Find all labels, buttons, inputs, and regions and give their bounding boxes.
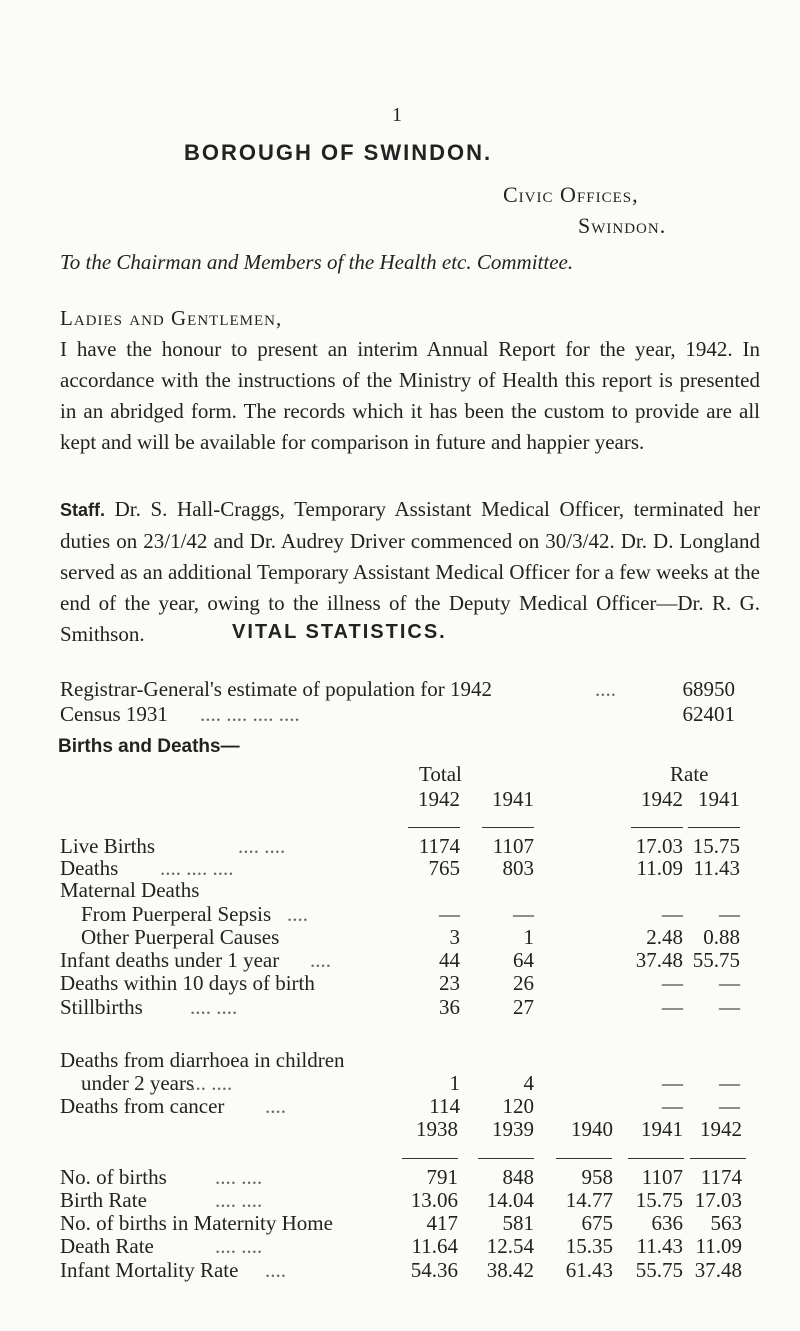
table-cell: 15.35 xyxy=(565,1234,613,1258)
yearly-row-label: No. of births in Maternity Home xyxy=(60,1211,333,1235)
year-rule xyxy=(556,1158,612,1159)
row-label: Infant deaths under 1 year xyxy=(60,948,280,972)
col-header-rate-1942: 1942 xyxy=(641,787,683,811)
yearly-row-label: No. of births xyxy=(60,1165,167,1189)
table-cell: — xyxy=(662,995,683,1019)
table-cell: 37.48 xyxy=(635,948,683,972)
yearly-row-label: Birth Rate xyxy=(60,1188,147,1212)
table-cell: 61.43 xyxy=(565,1258,613,1282)
table-cell: 2.48 xyxy=(646,925,683,949)
table-cell: 4 xyxy=(523,1071,534,1095)
row-dots: .... .... xyxy=(190,995,238,1019)
row-label: under 2 years xyxy=(81,1071,195,1095)
table-cell: 11.43 xyxy=(693,856,740,880)
table-cell: 958 xyxy=(581,1165,613,1189)
births-deaths-heading: Births and Deaths— xyxy=(58,736,240,757)
vital-statistics-heading: VITAL STATISTICS. xyxy=(232,621,447,643)
census-dots: .... .... .... .... xyxy=(200,702,300,726)
population-label: Registrar-General's estimate of population for 1942 xyxy=(60,677,492,701)
table-cell: — xyxy=(719,902,740,926)
header-rule xyxy=(688,827,740,828)
maternal-deaths-label: Maternal Deaths xyxy=(60,878,200,902)
table-cell: — xyxy=(719,1071,740,1095)
year-header: 1939 xyxy=(492,1117,534,1141)
staff-heading: Staff. xyxy=(60,500,105,520)
row-label: Stillbirths xyxy=(60,995,143,1019)
document-heading: BOROUGH OF SWINDON. xyxy=(184,140,493,165)
intro-paragraph: I have the honour to present an interim Annual Report for the year, 1942. In accordance with the instructions of the Ministry of Health this report is presented in an abridged form. The records which it has been the custom to provide are all kept and will be available for comparison in future and happier years. xyxy=(60,337,760,454)
table-cell: 120 xyxy=(502,1094,534,1118)
table-cell: 0.88 xyxy=(703,925,740,949)
row-dots: .... .... xyxy=(215,1234,263,1258)
table-cell: 114 xyxy=(429,1094,460,1118)
year-rule xyxy=(478,1158,534,1159)
row-label: Deaths xyxy=(60,856,119,880)
table-cell: 12.54 xyxy=(486,1234,534,1258)
table-cell: 1174 xyxy=(418,834,460,858)
table-cell: 55.75 xyxy=(692,948,740,972)
table-cell: — xyxy=(719,995,740,1019)
table-cell: 17.03 xyxy=(694,1188,742,1212)
row-dots: .... .... xyxy=(215,1188,263,1212)
yearly-row-label: Infant Mortality Rate xyxy=(60,1258,239,1282)
table-cell: 15.75 xyxy=(692,834,740,858)
table-cell: 37.48 xyxy=(694,1258,742,1282)
table-cell: 15.75 xyxy=(635,1188,683,1212)
row-dots: .... .... xyxy=(215,1165,263,1189)
table-cell: 1107 xyxy=(641,1165,683,1189)
year-rule xyxy=(628,1158,684,1159)
year-header: 1941 xyxy=(641,1117,683,1141)
row-label: Deaths from cancer xyxy=(60,1094,225,1118)
table-cell: 636 xyxy=(651,1211,683,1235)
col-header-total-1941: 1941 xyxy=(492,787,534,811)
table-cell: 27 xyxy=(513,995,534,1019)
header-rule xyxy=(482,827,534,828)
addressee: To the Chairman and Members of the Health etc. Committee. xyxy=(60,250,574,274)
population-dots: .... xyxy=(595,677,616,701)
staff-text: Dr. S. Hall-Craggs, Temporary Assistant Medical Officer, terminated her duties on 23/1/42 and Dr. Audrey Driver commenced on 30/3/42. Dr. D. Longland served as an additional Temporary Assistant Medical Officer for a few weeks at the end of the year, owing to the illness of the Deputy Medical Officer—Dr. R. G. Smithson. xyxy=(60,497,760,646)
table-cell: 23 xyxy=(439,971,460,995)
year-header: 1938 xyxy=(416,1117,458,1141)
table-cell: 36 xyxy=(439,995,460,1019)
row-label: Other Puerperal Causes xyxy=(81,925,280,949)
row-dots: .... xyxy=(287,902,308,926)
table-cell: 11.64 xyxy=(411,1234,458,1258)
col-header-rate-1941: 1941 xyxy=(698,787,740,811)
table-cell: 1 xyxy=(449,1071,460,1095)
table-cell: 11.09 xyxy=(636,856,683,880)
year-header: 1942 xyxy=(700,1117,742,1141)
row-dots: .... .... .... xyxy=(160,856,234,880)
row-label: From Puerperal Sepsis xyxy=(81,902,272,926)
table-cell: — xyxy=(662,902,683,926)
table-cell: 55.75 xyxy=(635,1258,683,1282)
row-dots: .... .... xyxy=(185,1071,233,1095)
page-number: 1 xyxy=(392,104,402,126)
table-cell: 14.77 xyxy=(565,1188,613,1212)
table-cell: 54.36 xyxy=(410,1258,458,1282)
table-cell: 11.43 xyxy=(636,1234,683,1258)
table-cell: — xyxy=(719,971,740,995)
rate-group-header: Rate xyxy=(670,762,709,786)
table-cell: — xyxy=(513,902,534,926)
table-cell: 848 xyxy=(502,1165,534,1189)
table-cell: — xyxy=(662,1071,683,1095)
table-cell: — xyxy=(719,1094,740,1118)
col-header-total-1942: 1942 xyxy=(418,787,460,811)
table-cell: 26 xyxy=(513,971,534,995)
year-rule xyxy=(690,1158,746,1159)
row-dots: .... xyxy=(265,1258,286,1282)
table-cell: 803 xyxy=(502,856,534,880)
census-label: Census 1931 xyxy=(60,702,168,726)
table-cell: 765 xyxy=(428,856,460,880)
table-cell: — xyxy=(439,902,460,926)
table-cell: 44 xyxy=(439,948,460,972)
table-cell: — xyxy=(662,1094,683,1118)
table-cell: 1 xyxy=(523,925,534,949)
header-rule xyxy=(408,827,460,828)
table-cell: 11.09 xyxy=(695,1234,742,1258)
total-group-header: Total xyxy=(419,762,462,786)
table-cell: 64 xyxy=(513,948,534,972)
year-rule xyxy=(402,1158,458,1159)
header-rule xyxy=(631,827,683,828)
greeting: Ladies and Gentlemen, xyxy=(60,306,283,330)
table-cell: 3 xyxy=(449,925,460,949)
population-value: 68950 xyxy=(682,677,735,701)
table-cell: 675 xyxy=(581,1211,613,1235)
table-cell: 38.42 xyxy=(486,1258,534,1282)
row-dots: .... .... xyxy=(238,834,286,858)
table-cell: 14.04 xyxy=(486,1188,534,1212)
table-cell: 581 xyxy=(502,1211,534,1235)
address-line-2: Swindon. xyxy=(578,213,667,238)
table-cell: — xyxy=(662,971,683,995)
table-cell: 13.06 xyxy=(410,1188,458,1212)
row-dots: .... xyxy=(310,948,331,972)
table-cell: 1174 xyxy=(700,1165,742,1189)
diarrhoea-label: Deaths from diarrhoea in children xyxy=(60,1048,345,1072)
table-cell: 17.03 xyxy=(635,834,683,858)
table-cell: 1107 xyxy=(492,834,534,858)
year-header: 1940 xyxy=(571,1117,613,1141)
row-label: Deaths within 10 days of birth xyxy=(60,971,315,995)
row-label: Live Births xyxy=(60,834,156,858)
row-dots: .... xyxy=(265,1094,286,1118)
yearly-row-label: Death Rate xyxy=(60,1234,154,1258)
table-cell: 417 xyxy=(426,1211,458,1235)
table-cell: 791 xyxy=(426,1165,458,1189)
table-cell: 563 xyxy=(710,1211,742,1235)
census-value: 62401 xyxy=(682,702,735,726)
address-line-1: Civic Offices, xyxy=(503,182,639,207)
